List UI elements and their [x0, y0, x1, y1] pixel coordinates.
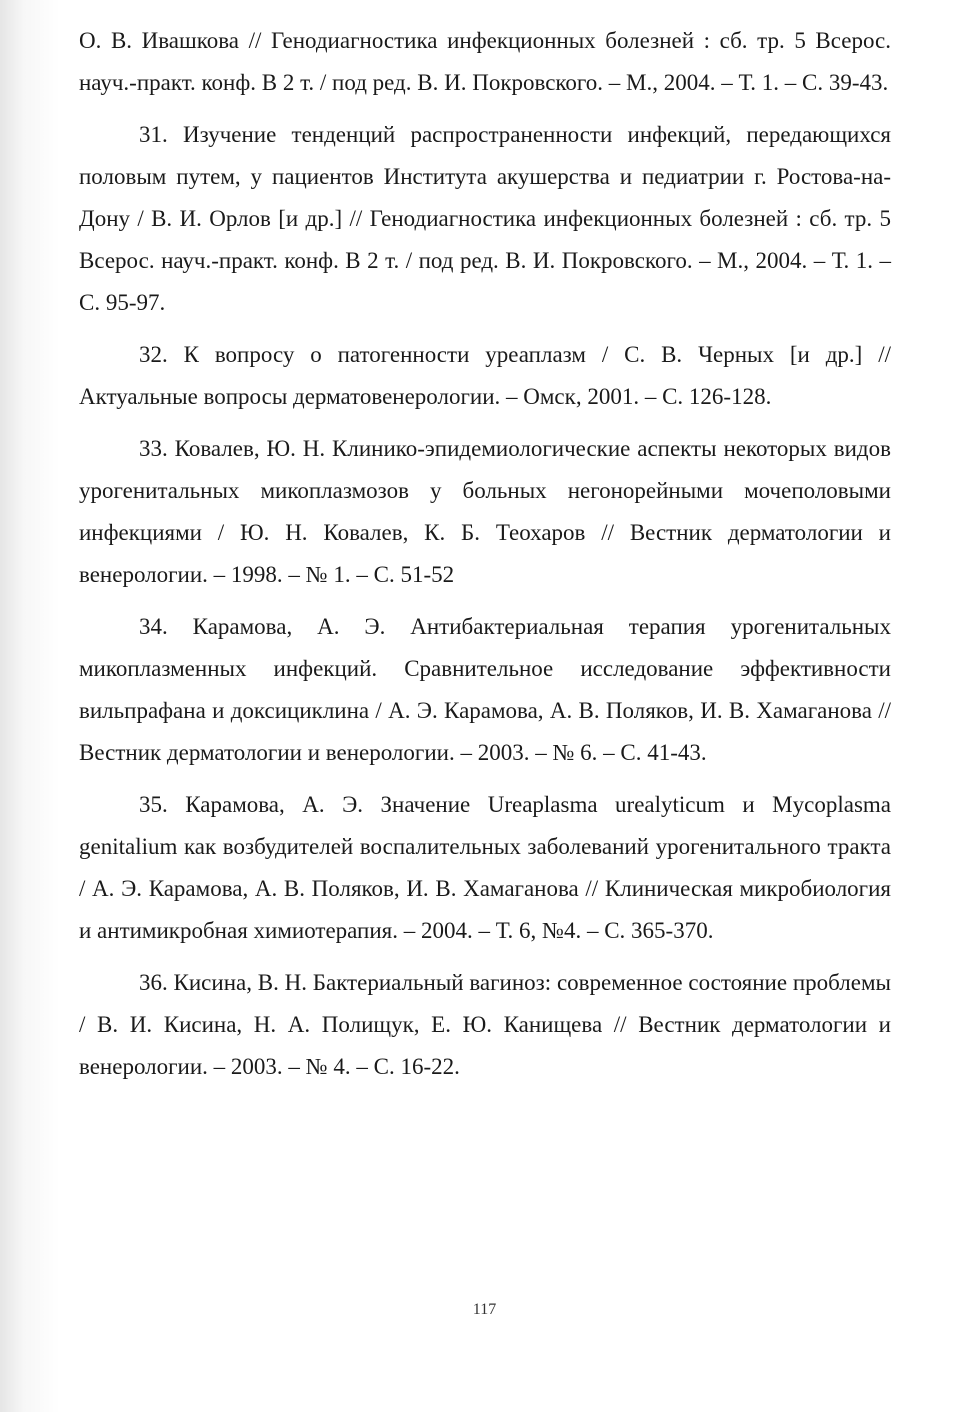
reference-32: 32. К вопросу о патогенности уреаплазм / С. В. Черных [и др.] // Актуальные вопросы дерматовенерологии. – Омск, 2001. – С. 126-128. — [79, 342, 891, 409]
reference-35: 35. Карамова, А. Э. Значение Ureaplasma urealyticum и Mycoplasma genitalium как возбудителей воспалительных заболеваний урогенитального тракта / А. Э. Карамова, А. В. Поляков, И. В. Хамаганова // Клиническая микробиология и антимикробная химиотерапия. – 2004. – Т. 6, №4. – С. 365-370. — [79, 792, 891, 943]
bibliography-page — [79, 20, 891, 1098]
page-number: 117 — [472, 1301, 497, 1318]
reference-36: 36. Кисина, В. Н. Бактериальный вагиноз: современное состояние проблемы / В. И. Кисина, Н. А. Полищук, Е. Ю. Канищева // Вестник дерматологии и венерологии. – 2003. – № 4. – С. 16-22. — [79, 970, 891, 1079]
scan-edge-shadow — [0, 0, 60, 1412]
reference-continuation: О. В. Ивашкова // Генодиагностика инфекционных болезней : сб. тр. 5 Всерос. науч.-практ. конф. В 2 т. / под ред. В. И. Покровского. – М., 2004. – Т. 1. – С. 39-43. — [79, 28, 891, 95]
reference-31: 31. Изучение тенденций распространенности инфекций, передающихся половым путем, у пациентов Института акушерства и педиатрии г. Ростова-на-Дону / В. И. Орлов [и др.] // Генодиагностика инфекционных болезней : сб. тр. 5 Всерос. науч.-практ. конф. В 2 т. / под ред. В. И. Покровского. – М., 2004. – Т. 1. – С. 95-97. — [79, 122, 891, 315]
reference-33: 33. Ковалев, Ю. Н. Клинико-эпидемиологические аспекты некоторых видов урогенитальных микоплазмозов у больных негонорейными мочеполовыми инфекциями / Ю. Н. Ковалев, К. Б. Теохаров // Вестник дерматологии и венерологии. – 1998. – № 1. – С. 51-52 — [79, 436, 891, 587]
reference-34: 34. Карамова, А. Э. Антибактериальная терапия урогенитальных микоплазменных инфекций. Сравнительное исследование эффективности вильпрафана и доксициклина / А. Э. Карамова, А. В. Поляков, И. В. Хамаганова // Вестник дерматологии и венерологии. – 2003. – № 6. – С. 41-43. — [79, 614, 891, 765]
